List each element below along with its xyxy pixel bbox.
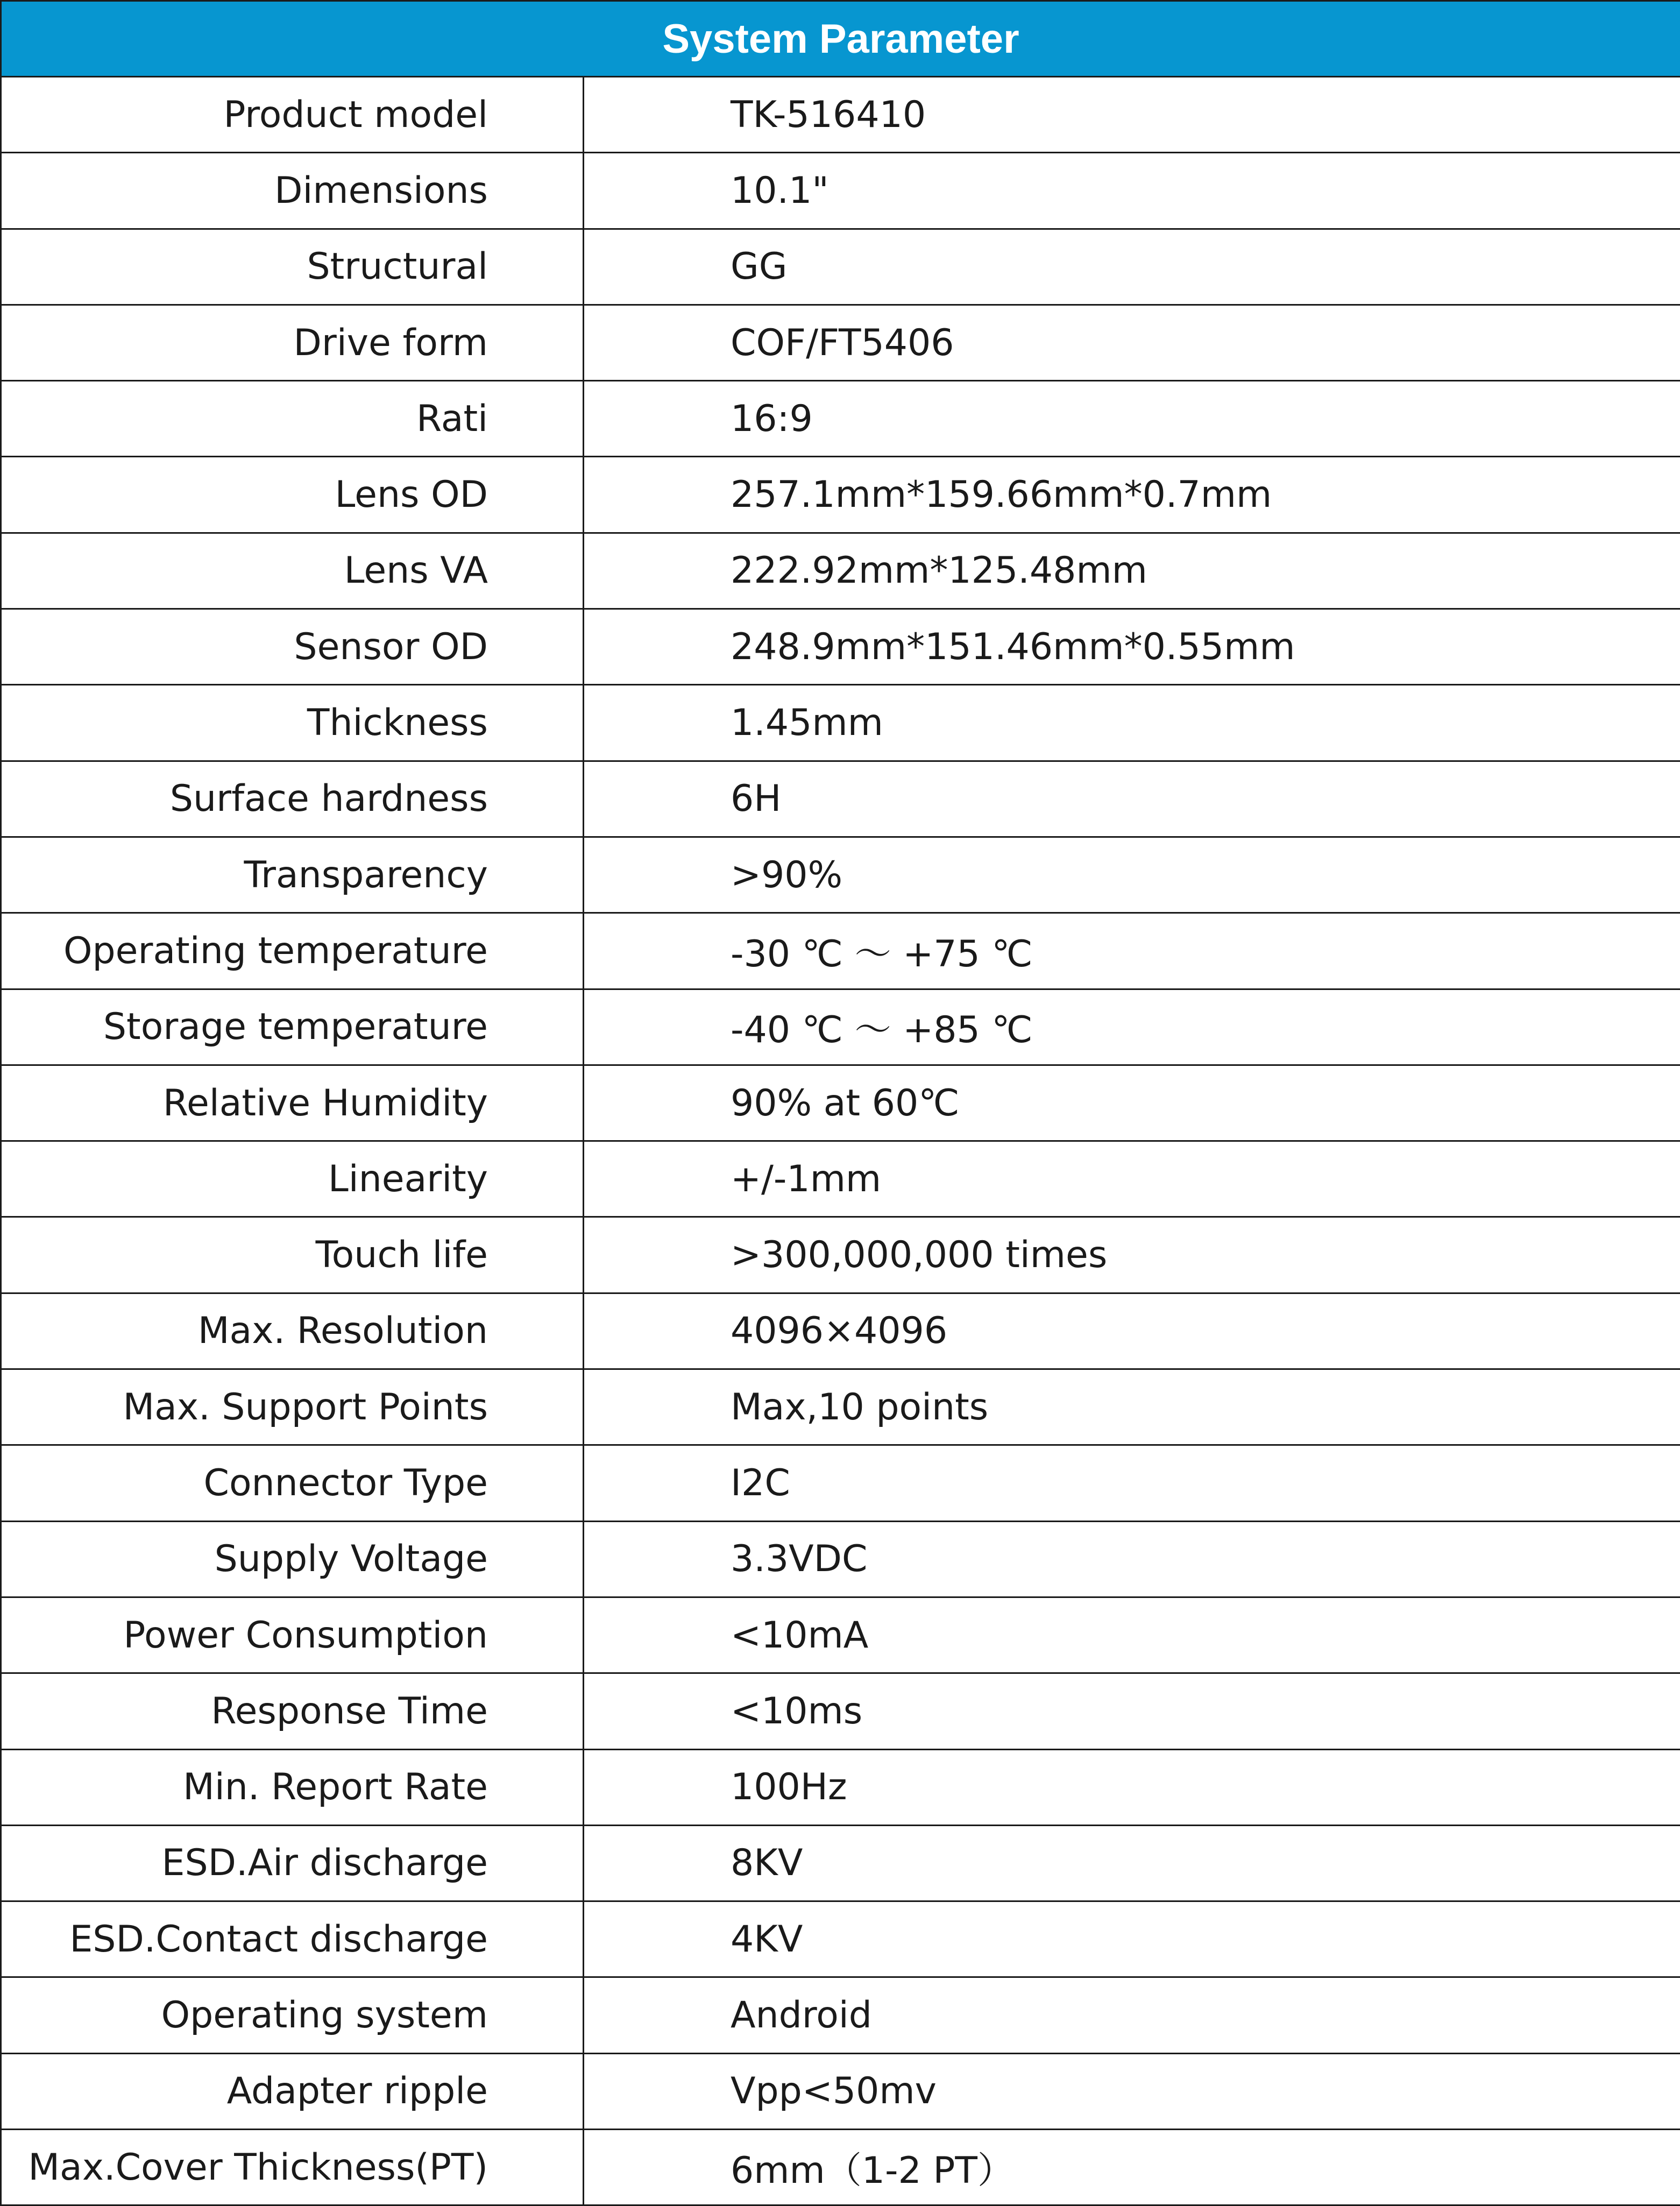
table-row bbox=[1, 685, 1680, 761]
parameter-value: 100Hz bbox=[584, 1749, 1680, 1825]
table-row bbox=[1, 2130, 1680, 2205]
table-row bbox=[1, 2053, 1680, 2129]
parameter-value: >90% bbox=[584, 837, 1680, 913]
parameter-value: 248.9mm*151.46mm*0.55mm bbox=[584, 609, 1680, 685]
parameter-value: <10mA bbox=[584, 1597, 1680, 1673]
table-row bbox=[1, 837, 1680, 913]
table-row bbox=[1, 457, 1680, 533]
parameter-label: Lens VA bbox=[1, 533, 584, 609]
table-row bbox=[1, 1217, 1680, 1293]
parameter-label: ESD.Air discharge bbox=[1, 1825, 584, 1901]
table-row bbox=[1, 989, 1680, 1065]
parameter-value: Max,10 points bbox=[584, 1369, 1680, 1445]
parameter-value: 1.45mm bbox=[584, 685, 1680, 761]
table-row bbox=[1, 1673, 1680, 1749]
table-row bbox=[1, 1977, 1680, 2053]
parameter-label: Max.Cover Thickness(PT) bbox=[1, 2130, 584, 2205]
table-row bbox=[1, 381, 1680, 457]
table-row bbox=[1, 609, 1680, 685]
parameter-value: 10.1" bbox=[584, 153, 1680, 229]
table-row bbox=[1, 1749, 1680, 1825]
parameter-value: 6H bbox=[584, 761, 1680, 837]
parameter-label: Relative Humidity bbox=[1, 1065, 584, 1141]
parameter-label: Connector Type bbox=[1, 1445, 584, 1521]
parameter-label: Max. Support Points bbox=[1, 1369, 584, 1445]
table-row bbox=[1, 1293, 1680, 1369]
parameter-value: -30 ℃ ～ +75 ℃ bbox=[584, 913, 1680, 989]
parameter-label: Thickness bbox=[1, 685, 584, 761]
parameter-label: Rati bbox=[1, 381, 584, 457]
parameter-value: 6mm（1-2 PT） bbox=[584, 2130, 1680, 2205]
table-row bbox=[1, 1141, 1680, 1217]
parameter-label: Lens OD bbox=[1, 457, 584, 533]
parameter-value: -40 ℃ ～ +85 ℃ bbox=[584, 989, 1680, 1065]
parameter-value: 3.3VDC bbox=[584, 1521, 1680, 1597]
parameter-value: GG bbox=[584, 229, 1680, 305]
parameter-label: Supply Voltage bbox=[1, 1521, 584, 1597]
parameter-label: Min. Report Rate bbox=[1, 1749, 584, 1825]
parameter-value: 4KV bbox=[584, 1901, 1680, 1977]
parameter-value: TK-516410 bbox=[584, 77, 1680, 153]
parameter-label: Response Time bbox=[1, 1673, 584, 1749]
parameter-label: Power Consumption bbox=[1, 1597, 584, 1673]
parameter-label: Structural bbox=[1, 229, 584, 305]
parameter-value: Android bbox=[584, 1977, 1680, 2053]
parameter-value: 222.92mm*125.48mm bbox=[584, 533, 1680, 609]
parameter-value: Vpp<50mv bbox=[584, 2053, 1680, 2129]
parameter-label: Adapter ripple bbox=[1, 2053, 584, 2129]
parameter-label: Transparency bbox=[1, 837, 584, 913]
parameter-value: +/-1mm bbox=[584, 1141, 1680, 1217]
table-row bbox=[1, 77, 1680, 153]
table-row bbox=[1, 1445, 1680, 1521]
parameter-label: Operating temperature bbox=[1, 913, 584, 989]
table-row bbox=[1, 1065, 1680, 1141]
parameter-label: Operating system bbox=[1, 1977, 584, 2053]
table-row bbox=[1, 761, 1680, 837]
parameter-label: Surface hardness bbox=[1, 761, 584, 837]
parameter-label: Storage temperature bbox=[1, 989, 584, 1065]
parameter-value: 257.1mm*159.66mm*0.7mm bbox=[584, 457, 1680, 533]
parameter-label: Drive form bbox=[1, 305, 584, 380]
table-row bbox=[1, 533, 1680, 609]
parameter-value: 16:9 bbox=[584, 381, 1680, 457]
table-row bbox=[1, 1369, 1680, 1445]
parameter-label: Sensor OD bbox=[1, 609, 584, 685]
parameter-value: COF/FT5406 bbox=[584, 305, 1680, 380]
parameter-label: ESD.Contact discharge bbox=[1, 1901, 584, 1977]
table-row bbox=[1, 1521, 1680, 1597]
table-row bbox=[1, 1901, 1680, 1977]
parameter-value: I2C bbox=[584, 1445, 1680, 1521]
parameter-label: Product model bbox=[1, 77, 584, 153]
table-row bbox=[1, 1825, 1680, 1901]
table-row bbox=[1, 305, 1680, 380]
parameter-value: 4096×4096 bbox=[584, 1293, 1680, 1369]
table-header-row bbox=[1, 1, 1680, 77]
parameter-value: <10ms bbox=[584, 1673, 1680, 1749]
table-row bbox=[1, 1597, 1680, 1673]
table-row bbox=[1, 153, 1680, 229]
parameter-label: Dimensions bbox=[1, 153, 584, 229]
table-row bbox=[1, 229, 1680, 305]
parameter-value: 90% at 60℃ bbox=[584, 1065, 1680, 1141]
parameter-label: Touch life bbox=[1, 1217, 584, 1293]
table-row bbox=[1, 913, 1680, 989]
parameter-value: 8KV bbox=[584, 1825, 1680, 1901]
table-body bbox=[1, 77, 1680, 2205]
parameter-label: Linearity bbox=[1, 1141, 584, 1217]
table-title: System Parameter bbox=[1, 1, 1680, 77]
parameter-label: Max. Resolution bbox=[1, 1293, 584, 1369]
parameter-value: >300,000,000 times bbox=[584, 1217, 1680, 1293]
